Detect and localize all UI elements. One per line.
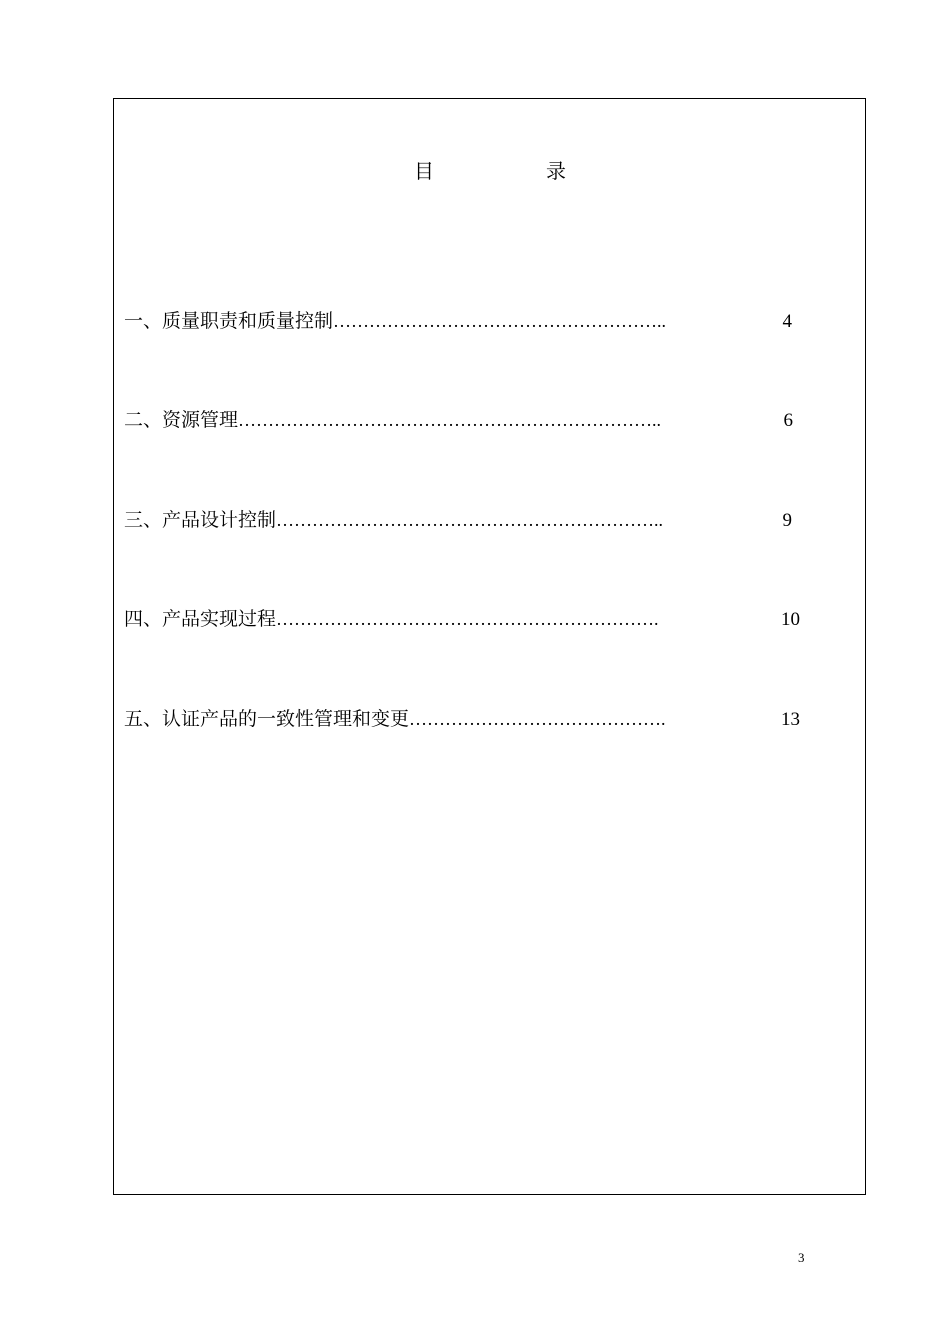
toc-entry-label: 二、资源管理: [124, 409, 239, 431]
toc-entry[interactable]: [124, 408, 793, 433]
toc-entry-leader: ……………………………………………………….: [276, 609, 659, 629]
toc-title-char: 目: [414, 159, 434, 183]
toc-entry-page: 10: [781, 609, 800, 630]
toc-entry-page: 4: [782, 311, 792, 332]
page-number: 3: [798, 1250, 805, 1265]
toc-entry-leader: ………………………………………………………..: [276, 510, 664, 530]
toc-entry-label: 三、产品设计控制: [124, 509, 277, 531]
toc-entry-leader: ………………………………………………..: [333, 311, 667, 331]
toc-entry-leader: ……………………………………………………………..: [238, 410, 662, 430]
toc-entry-page: 9: [782, 510, 792, 531]
toc-entry[interactable]: [124, 508, 792, 533]
toc-entry-label: 一、质量职责和质量控制: [124, 310, 334, 332]
table-of-contents-frame: [113, 98, 866, 1195]
toc-title-char: 录: [546, 159, 566, 183]
toc-entry[interactable]: [124, 607, 800, 632]
toc-title: [0, 155, 950, 187]
toc-entry-page: 6: [783, 410, 793, 431]
toc-entry[interactable]: [124, 707, 800, 732]
toc-entry-page: 13: [781, 709, 800, 730]
toc-entry[interactable]: [124, 309, 792, 334]
toc-entry-label: 五、认证产品的一致性管理和变更: [124, 708, 410, 730]
toc-entry-leader: …………………………………….: [409, 709, 666, 729]
toc-entry-label: 四、产品实现过程: [124, 608, 277, 630]
